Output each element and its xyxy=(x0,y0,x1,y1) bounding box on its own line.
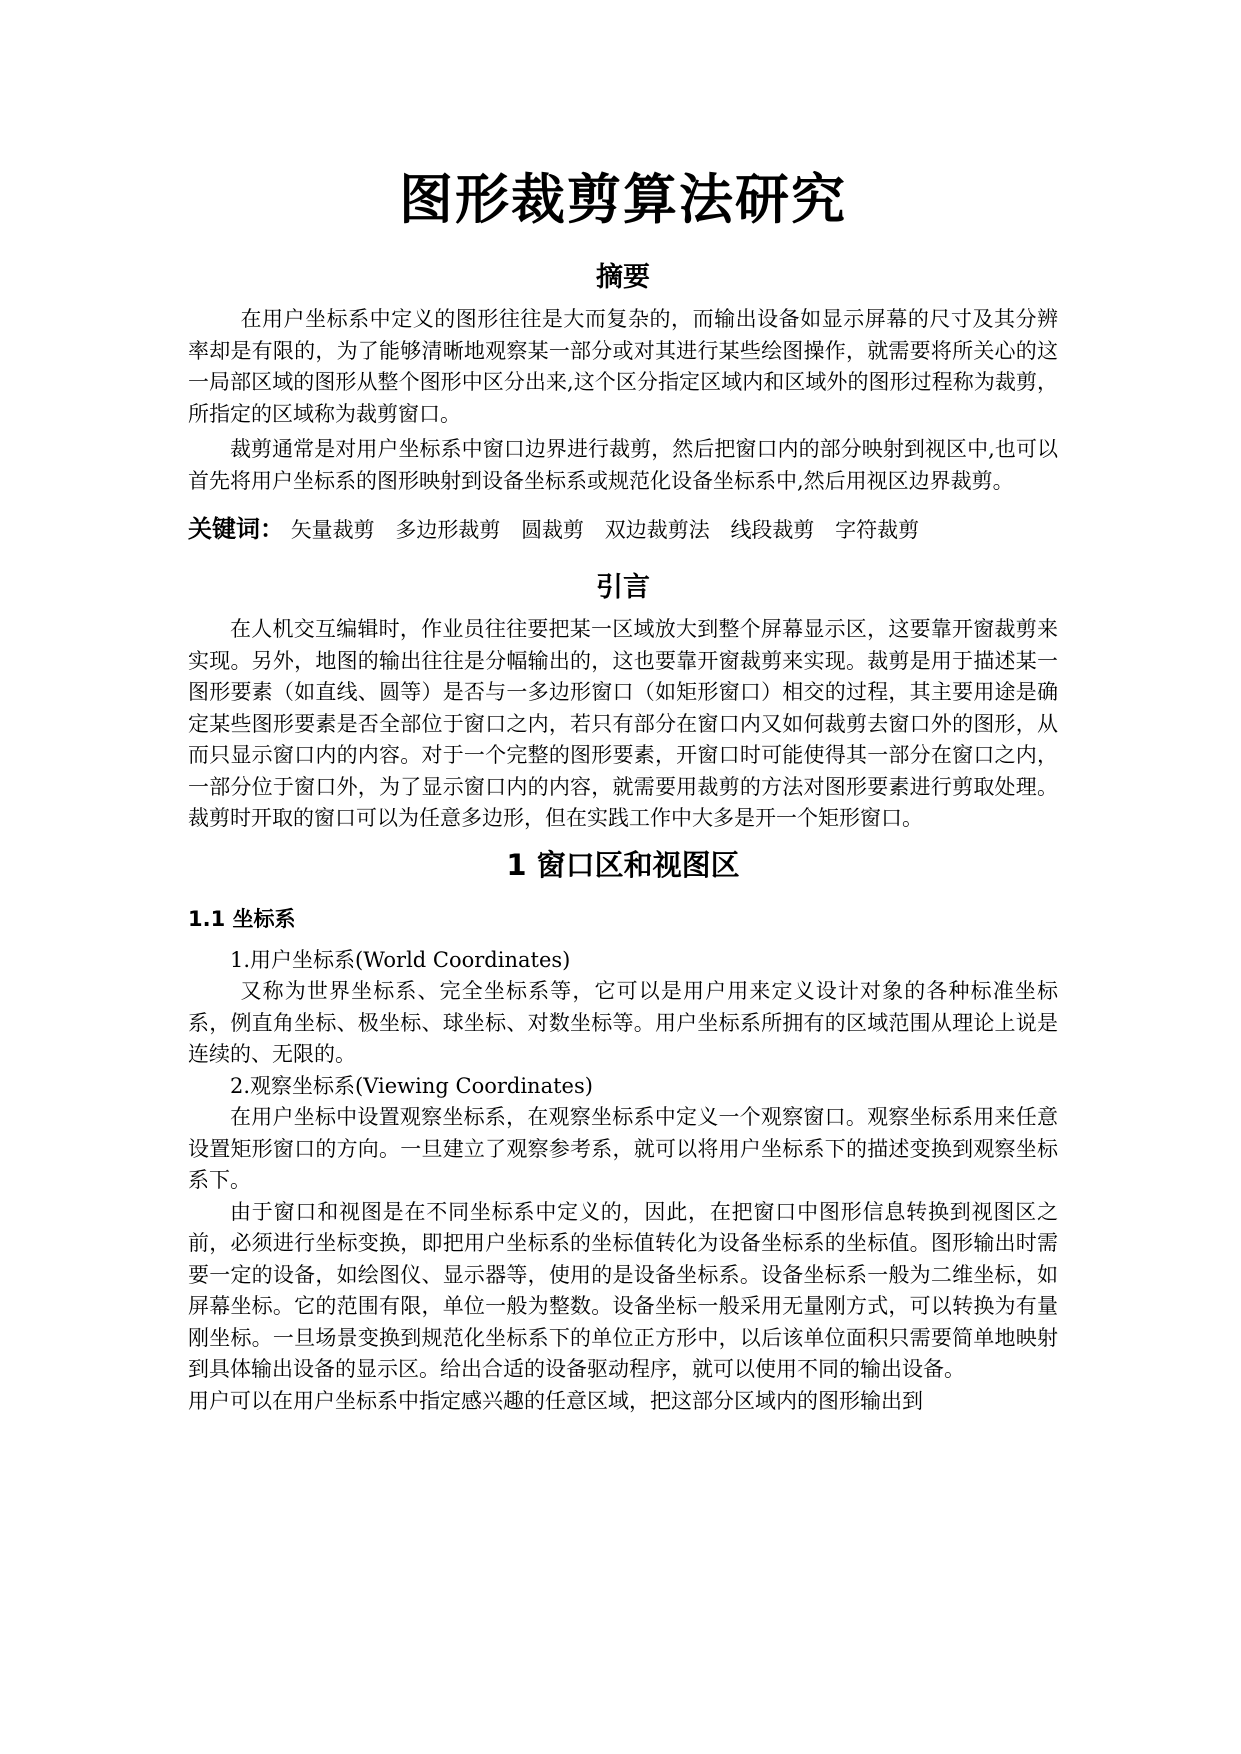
trailing-paragraph: 用户可以在用户坐标系中指定感兴趣的任意区域，把这部分区域内的图形输出到 xyxy=(188,1388,923,1413)
keywords-label: 关键词： xyxy=(188,515,284,543)
chapter-1-heading: 1 窗口区和视图区 xyxy=(506,847,740,882)
keyword-item: 双边裁剪法 xyxy=(604,518,710,542)
document-content xyxy=(188,160,1058,1417)
section-1-1-heading: 1.1 坐标系 xyxy=(188,906,296,931)
abstract-paragraph-2: 裁剪通常是对用户坐标系中窗口边界进行裁剪，然后把窗口内的部分映射到视区中,也可以首先将用户坐标系的图形映射到设备坐标系或规范化设备坐标系中,然后用视区边界裁剪。 xyxy=(188,437,1058,493)
item-2-title: 2.观察坐标系(Viewing Coordinates) xyxy=(230,1073,593,1098)
intro-paragraph: 在人机交互编辑时，作业员往往要把某一区域放大到整个屏幕显示区，这要靠开窗裁剪来实现。另外，地图的输出往往是分幅输出的，这也要靠开窗裁剪来实现。裁剪是用于描述某一图形要素（如直线、圆等）是否与一多边形窗口（如矩形窗口）相交的过程，其主要用途是确定某些图形要素是否全部位于窗口之内，若只有部分在窗口内又如何裁剪去窗口外的图形，从而只显示窗口内的内容。对于一个完整的图形要素，开窗口时可能使得其一部分在窗口之内，一部分位于窗口外，为了显示窗口内的内容，就需要用裁剪的方法对图形要素进行剪取处理。裁剪时开取的窗口可以为任意多边形，但在实践工作中大多是开一个矩形窗口。 xyxy=(188,617,1058,830)
keyword-item: 字符裁剪 xyxy=(835,518,920,542)
abstract-paragraph-1: 在用户坐标系中定义的图形往往是大而复杂的，而输出设备如显示屏幕的尺寸及其分辨率却是有限的，为了能够清晰地观察某一部分或对其进行某些绘图操作，就需要将所关心的这一局部区域的图形从整个图形中区分出来,这个区分指定区域内和区域外的图形过程称为裁剪，所指定的区域称为裁剪窗口。 xyxy=(188,307,1058,426)
item-1-title: 1.用户坐标系(World Coordinates) xyxy=(230,947,571,972)
item-2-paragraph: 在用户坐标中设置观察坐标系，在观察坐标系中定义一个观察窗口。观察坐标系用来任意设置矩形窗口的方向。一旦建立了观察参考系，就可以将用户坐标系下的描述变换到观察坐标系下。 xyxy=(188,1105,1058,1192)
intro-heading: 引言 xyxy=(596,572,650,603)
item-1-paragraph: 又称为世界坐标系、完全坐标系等，它可以是用户用来定义设计对象的各种标准坐标系，例直角坐标、极坐标、球坐标、对数坐标等。用户坐标系所拥有的区域范围从理论上说是连续的、无限的。 xyxy=(188,979,1058,1066)
abstract-heading: 摘要 xyxy=(596,262,650,293)
keyword-item: 圆裁剪 xyxy=(521,518,585,542)
keyword-item: 多边形裁剪 xyxy=(395,518,501,542)
keywords-line xyxy=(188,511,1058,548)
item-2-paragraph-2: 由于窗口和视图是在不同坐标系中定义的，因此，在把窗口中图形信息转换到视图区之前，必须进行坐标变换，即把用户坐标系的坐标值转化为设备坐标系的坐标值。图形输出时需要一定的设备，如绘图仪、显示器等，使用的是设备坐标系。设备坐标系一般为二维坐标，如屏幕坐标。它的范围有限，单位一般为整数。设备坐标一般采用无量刚方式，可以转换为有量刚坐标。一旦场景变换到规范化坐标系下的单位正方形中，以后该单位面积只需要简单地映射到具体输出设备的显示区。给出合适的设备驱动程序，就可以使用不同的输出设备。 xyxy=(188,1199,1058,1381)
keyword-item: 线段裁剪 xyxy=(730,518,815,542)
page-title: 图形裁剪算法研究 xyxy=(399,168,847,231)
keyword-item: 矢量裁剪 xyxy=(290,518,375,542)
